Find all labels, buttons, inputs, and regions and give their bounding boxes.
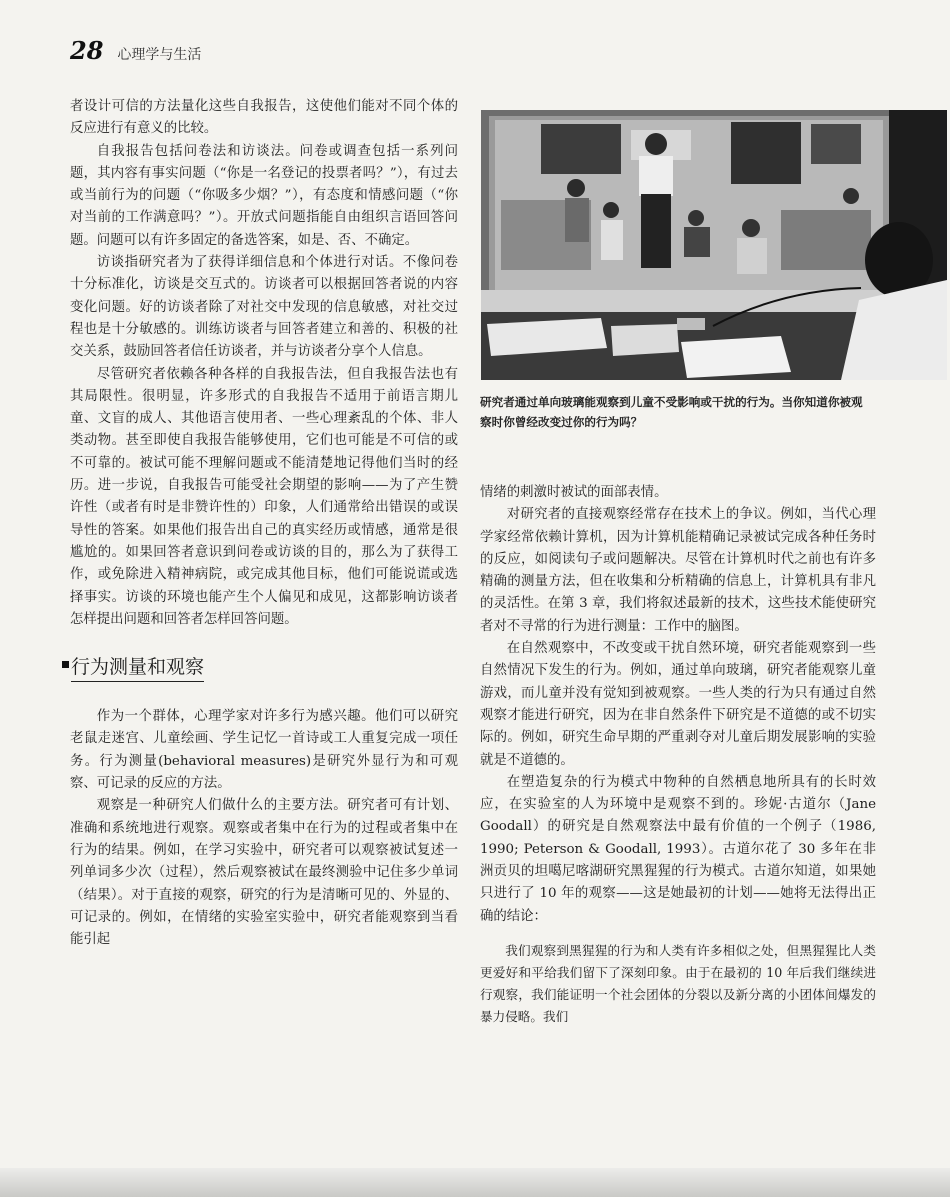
paragraph: 作为一个群体，心理学家对许多行为感兴趣。他们可以研究老鼠走迷宫、儿童绘画、学生记忆一首诗或工人重复完成一项任务。行为测量(behavioral measures)是研究外显行为和可观察、可记录的反应的方法。 bbox=[70, 709, 458, 792]
page-bottom-shadow bbox=[0, 1168, 950, 1197]
photo-caption: 研究者通过单向玻璃能观察到儿童不受影响或干扰的行为。当你知道你被观察时你曾经改变过你的行为吗？ bbox=[480, 395, 863, 429]
page-number: 28 bbox=[70, 36, 104, 65]
block-quote bbox=[480, 940, 876, 1028]
paragraph: 者设计可信的方法量化这些自我报告，这使他们能对不同个体的反应进行有意义的比较。 bbox=[70, 99, 458, 137]
heading-marker-icon bbox=[62, 661, 69, 668]
paragraph: 自我报告包括问卷法和访谈法。问卷或调查包括一系列问题，其内容有事实问题（“你是一名登记的投票者吗？”），有过去或当前行为的问题（“你吸多少烟？”），有态度和情感问题（“你对当前的工作满意吗？”）。开放式问题指能自由组织言语回答问题。问题可以有许多固定的备选答案，如是、否、不确定。 bbox=[70, 143, 458, 248]
left-column bbox=[70, 96, 458, 951]
running-title: 心理学与生活 bbox=[117, 47, 202, 63]
section-heading bbox=[62, 655, 458, 682]
section-title: 行为测量和观察 bbox=[71, 655, 204, 682]
paragraph: 访谈指研究者为了获得详细信息和个体进行对话。不像问卷十分标准化，访谈是交互式的。访谈者可以根据回答者说的内容变化问题。好的访谈者除了对社交中发现的信息敏感，对社交过程也是十分敏感的。训练访谈者与回答者建立和善的、积极的社交关系，鼓励回答者信任访谈者，并与访谈者分享个人信息。 bbox=[70, 255, 458, 360]
page-header bbox=[70, 36, 201, 65]
paragraph: 在自然观察中，不改变或干扰自然环境，研究者能观察到一些自然情况下发生的行为。例如，通过单向玻璃，研究者能观察儿童游戏，而儿童并没有觉知到被观察。一些人类的行为只有通过自然观察才能进行研究，因为在非自然条件下研究是不道德的或不切实际的。例如，研究生命早期的严重剥夺对儿童后期发展影响的实验就是不道德的。 bbox=[480, 641, 876, 768]
paragraph: 在塑造复杂的行为模式中物种的自然栖息地所具有的长时效应，在实验室的人为环境中是观察不到的。珍妮·古道尔（Jane Goodall）的研究是自然观察法中最有价值的一个例子（1986, 1990; Peterson & Goodall, 1993）。古道尔花了 30 多年在非洲贡贝的坦噶尼喀湖研究黑猩猩的行为模式。古道尔知道，如果她只进行了 10 年的观察——这是她最初的计划——她将无法得出正确的结论： bbox=[480, 774, 876, 924]
paragraph: 尽管研究者依赖各种各样的自我报告法，但自我报告法也有其局限性。很明显，许多形式的自我报告不适用于前语言期儿童、文盲的成人、其他语言使用者、一些心理紊乱的个体、非人类动物。甚至即使自我报告能够使用，它们也可能是不可信的或不可靠的。被试可能不理解问题或不能清楚地记得他们当时的经历。进一步说，自我报告可能受社会期望的影响——为了产生赞许性（或者有时是非赞许性的）印象，人们通常给出错误的或误导性的答案。如果他们报告出自己的真实经历或情感，通常是很尴尬的。如果回答者意识到问卷或访谈的目的，那么为了获得工作，或免除进入精神病院，或完成其他目标，他们可能说谎或选择事实。访谈的环境也能产生个人偏见和成见，这都影响访谈者怎样提出问题和回答者怎样回答问题。 bbox=[70, 366, 458, 627]
observation-photo bbox=[481, 110, 947, 380]
photo-illustration bbox=[481, 110, 947, 380]
right-column bbox=[480, 482, 876, 1028]
paragraph: 观察是一种研究人们做什么的主要方法。研究者可有计划、准确和系统地进行观察。观察或者集中在行为的过程或者集中在行为的结果。例如，在学习实验中，研究者可以观察被试复述一列单词多少次（过程），然后观察被试在最终测验中记住多少单词（结果）。对于直接的观察，研究的行为是清晰可见的、外显的、可记录的。例如，在情绪的实验室实验中，研究者能观察到当看能引起 bbox=[70, 798, 458, 948]
paragraph: 对研究者的直接观察经常存在技术上的争议。例如，当代心理学家经常依赖计算机，因为计算机能精确记录被试完成各种任务时的反应，如阅读句子或问题解决。尽管在计算机时代之前也有许多精确的测量方法，但在收集和分析精确的信息上，计算机具有非凡的灵活性。在第 3 章，我们将叙述最新的技术，这些技术能使研究者对不寻常的行为进行测量：工作中的脑图。 bbox=[480, 507, 876, 634]
quote-text: 我们观察到黑猩猩的行为和人类有许多相似之处，但黑猩猩比人类更爱好和平给我们留下了深刻印象。由于在最初的 10 年后我们继续进行观察，我们能证明一个社会团体的分裂以及新分离的小团体间爆发的暴力侵略。我们 bbox=[480, 942, 876, 1024]
paragraph: 情绪的刺激时被试的面部表情。 bbox=[480, 485, 668, 500]
